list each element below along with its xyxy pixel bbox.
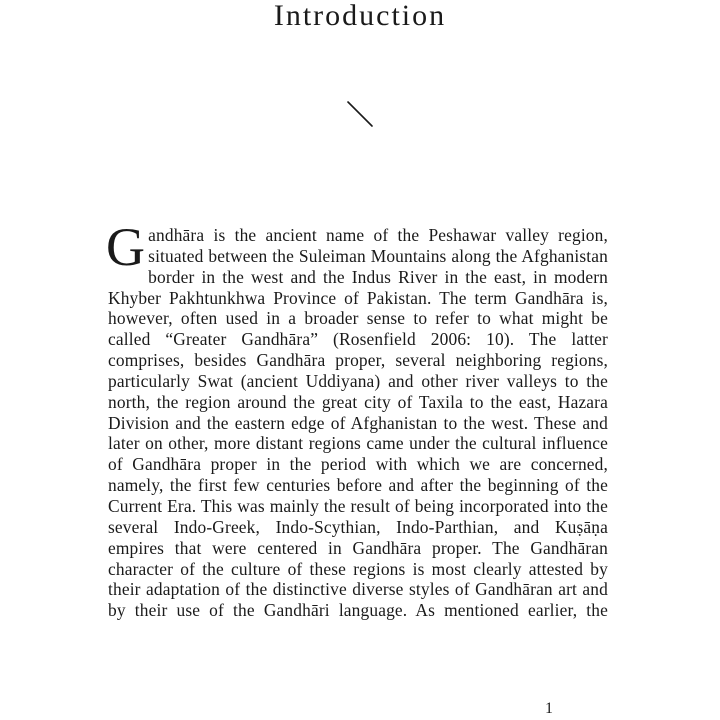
paragraph-text: andhāra is the ancient name of the Peshawar valley region, situated between the Suleiman Mountains along the Afghanistan border in the west and the Indus River in the east, in modern Khyber Pakhtunkhwa Province of Pakistan. The term Gandhāra is, however, often used in a broader sense to refer to what might be called “Greater Gandhāra” (Rosenfield 2006: 10). The latter comprises, besides Gandhāra proper, several neighboring regions, particularly Swat (ancient Uddiyana) and other river valleys to the north, the region around the great city of Taxila to the east, Hazara Division and the eastern edge of Afghanistan to the west. These and later on other, more distant regions came under the cultural influence of Gandhāra proper in the period with which we are concerned, namely, the first few centuries before and after the beginning of the Current Era. This was mainly the result of being incorporated into the several Indo-Greek, Indo-Scythian, Indo-Parthian, and Kuṣāṇa empires that were centered in Gandhāra proper. The Gandhāran character of the culture of these regions is most clearly attested by their adaptation of the distinctive diverse styles of Gandhāran art and by their use of the Gandhāri language. As mentioned earlier, the	[108, 225, 608, 621]
diagonal-stroke-ornament-icon	[346, 100, 376, 130]
drop-cap: G	[106, 217, 146, 277]
chapter-title: Introduction	[273, 0, 447, 32]
page-number: 1	[545, 700, 553, 717]
intro-paragraph	[106, 217, 608, 621]
